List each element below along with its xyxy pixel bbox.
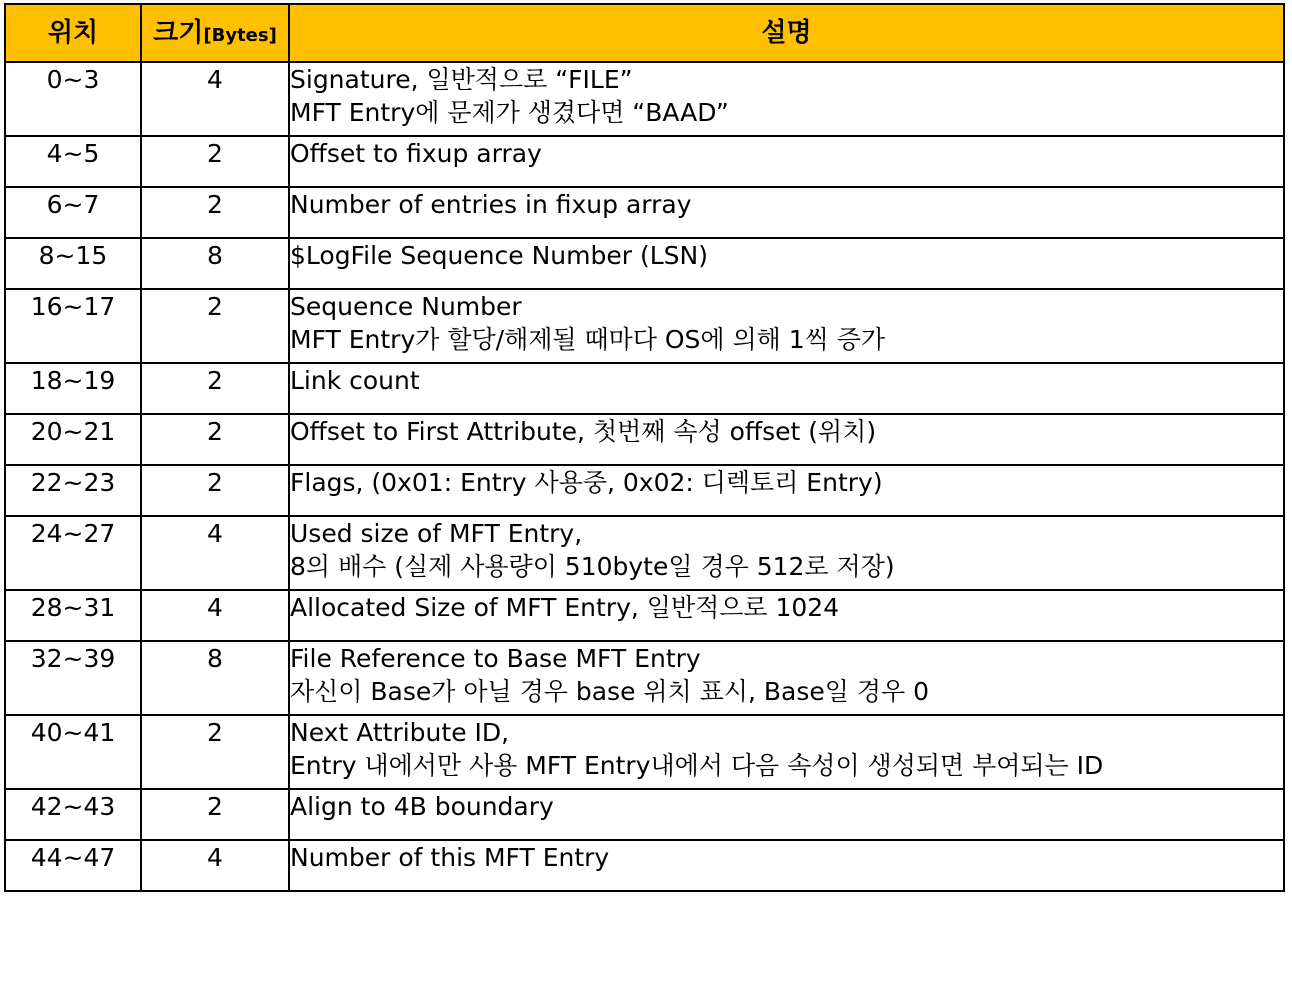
cell-position: 22~23 xyxy=(5,465,141,516)
description-line: Signature, 일반적으로 “FILE” xyxy=(290,65,633,94)
header-position xyxy=(5,4,141,62)
cell-description xyxy=(289,840,1284,891)
table-body xyxy=(5,62,1284,891)
cell-size: 4 xyxy=(141,840,289,891)
cell-size: 4 xyxy=(141,516,289,590)
cell-description xyxy=(289,62,1284,136)
table-header xyxy=(5,4,1284,62)
table-row xyxy=(5,516,1284,590)
header-row xyxy=(5,4,1284,62)
cell-description xyxy=(289,289,1284,363)
cell-description xyxy=(289,238,1284,289)
header-size-unit: [Bytes] xyxy=(203,25,277,46)
table-row xyxy=(5,136,1284,187)
cell-position: 42~43 xyxy=(5,789,141,840)
description-line: File Reference to Base MFT Entry xyxy=(290,644,701,673)
description-line: Align to 4B boundary xyxy=(290,792,554,821)
cell-size: 8 xyxy=(141,641,289,715)
cell-description xyxy=(289,516,1284,590)
mft-entry-header-table xyxy=(4,3,1285,892)
cell-description xyxy=(289,715,1284,789)
table-row xyxy=(5,363,1284,414)
header-size xyxy=(141,4,289,62)
description-line: Used size of MFT Entry, xyxy=(290,519,583,548)
table-row xyxy=(5,62,1284,136)
cell-position: 40~41 xyxy=(5,715,141,789)
cell-size: 2 xyxy=(141,136,289,187)
table-row xyxy=(5,465,1284,516)
cell-size: 2 xyxy=(141,414,289,465)
description-line: Allocated Size of MFT Entry, 일반적으로 1024 xyxy=(290,593,840,622)
description-line: Link count xyxy=(290,366,420,395)
cell-description xyxy=(289,641,1284,715)
header-description xyxy=(289,4,1284,62)
description-line: MFT Entry가 할당/해제될 때마다 OS에 의해 1씩 증가 xyxy=(290,325,886,354)
cell-position: 28~31 xyxy=(5,590,141,641)
table-row xyxy=(5,789,1284,840)
description-line: Next Attribute ID, xyxy=(290,718,510,747)
header-position-label: 위치 xyxy=(47,18,99,48)
cell-size: 2 xyxy=(141,363,289,414)
cell-size: 4 xyxy=(141,590,289,641)
cell-description xyxy=(289,590,1284,641)
description-line: Offset to First Attribute, 첫번째 속성 offset (위치) xyxy=(290,417,877,446)
description-line: Sequence Number xyxy=(290,292,522,321)
cell-size: 2 xyxy=(141,465,289,516)
cell-description xyxy=(289,465,1284,516)
header-description-label: 설명 xyxy=(761,18,812,48)
description-line: Flags, (0x01: Entry 사용중, 0x02: 디렉토리 Entry) xyxy=(290,468,883,497)
description-line: 자신이 Base가 아닐 경우 base 위치 표시, Base일 경우 0 xyxy=(290,677,929,706)
cell-size: 8 xyxy=(141,238,289,289)
description-line: Number of this MFT Entry xyxy=(290,843,610,872)
description-line: Offset to fixup array xyxy=(290,139,542,168)
description-line: 8의 배수 (실제 사용량이 510byte일 경우 512로 저장) xyxy=(290,552,895,581)
cell-position: 16~17 xyxy=(5,289,141,363)
table-row xyxy=(5,187,1284,238)
header-size-label: 크기 xyxy=(153,18,204,48)
cell-description xyxy=(289,187,1284,238)
cell-position: 8~15 xyxy=(5,238,141,289)
cell-size: 2 xyxy=(141,715,289,789)
cell-size: 2 xyxy=(141,289,289,363)
table-row xyxy=(5,840,1284,891)
cell-description xyxy=(289,136,1284,187)
table-row xyxy=(5,590,1284,641)
table-row xyxy=(5,414,1284,465)
cell-position: 18~19 xyxy=(5,363,141,414)
cell-description xyxy=(289,414,1284,465)
cell-position: 44~47 xyxy=(5,840,141,891)
cell-position: 24~27 xyxy=(5,516,141,590)
cell-position: 0~3 xyxy=(5,62,141,136)
description-line: Entry 내에서만 사용 MFT Entry내에서 다음 속성이 생성되면 부여되는 ID xyxy=(290,751,1104,780)
table-row xyxy=(5,289,1284,363)
description-line: $LogFile Sequence Number (LSN) xyxy=(290,241,708,270)
description-line: MFT Entry에 문제가 생겼다면 “BAAD” xyxy=(290,98,729,127)
cell-description xyxy=(289,363,1284,414)
table-row xyxy=(5,715,1284,789)
cell-size: 4 xyxy=(141,62,289,136)
cell-position: 20~21 xyxy=(5,414,141,465)
cell-description xyxy=(289,789,1284,840)
table-row xyxy=(5,641,1284,715)
table-row xyxy=(5,238,1284,289)
cell-size: 2 xyxy=(141,789,289,840)
description-line: Number of entries in fixup array xyxy=(290,190,692,219)
cell-position: 32~39 xyxy=(5,641,141,715)
cell-position: 6~7 xyxy=(5,187,141,238)
cell-size: 2 xyxy=(141,187,289,238)
cell-position: 4~5 xyxy=(5,136,141,187)
